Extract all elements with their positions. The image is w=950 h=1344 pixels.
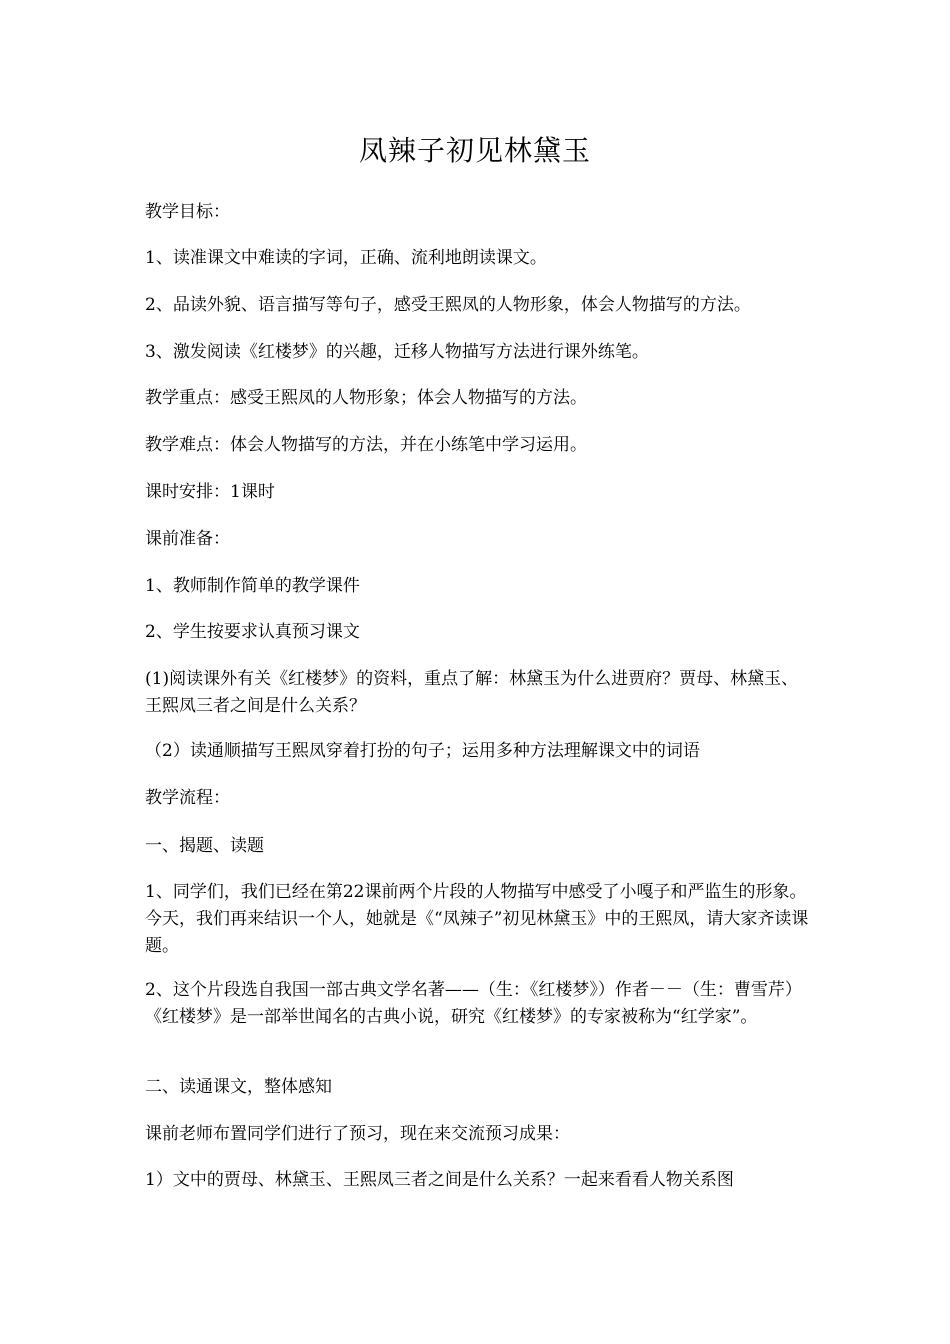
paragraph-prep-2-2: （2）读通顺描写王熙凤穿着打扮的句子；运用多种方法理解课文中的词语: [145, 741, 700, 761]
paragraph-key-points: 教学重点：感受王熙凤的人物形象；体会人物描写的方法。: [145, 388, 587, 408]
paragraph-prep-2-1: (1)阅读课外有关《红楼梦》的资料，重点了解：林黛玉为什么进贾府？贾母、林黛玉、王熙凤三者之间是什么关系？: [145, 669, 799, 716]
paragraph-flow-heading: 教学流程：: [145, 788, 230, 808]
paragraph-section-2-item-1: 1）文中的贾母、林黛玉、王熙凤三者之间是什么关系？一起来看看人物关系图: [145, 1170, 734, 1190]
document-title: 凤辣子初见林黛玉: [358, 134, 591, 167]
paragraph-section-1-item-2: 2、这个片段选自我国一部古典文学名著——（生：《红楼梦》）作者－－（生：曹雪芹）《红楼梦》是一部举世闻名的古典小说，研究《红楼梦》的专家被称为“红学家”。: [145, 980, 802, 1027]
paragraph-section-2-intro: 课前老师布置同学们进行了预习，现在来交流预习成果：: [145, 1124, 570, 1144]
paragraph-difficulties: 教学难点：体会人物描写的方法，并在小练笔中学习运用。: [145, 435, 587, 455]
paragraph-prep-1: 1、教师制作简单的教学课件: [145, 576, 360, 596]
paragraph-schedule: 课时安排：1课时: [145, 482, 275, 502]
paragraph-section-2-heading: 二、读通课文，整体感知: [145, 1077, 332, 1097]
paragraph-goal-2: 2、品读外貌、语言描写等句子，感受王熙凤的人物形象，体会人物描写的方法。: [145, 295, 751, 315]
paragraph-section-1-heading: 一、揭题、读题: [145, 836, 264, 856]
paragraph-teaching-goals-heading: 教学目标：: [145, 202, 230, 222]
paragraph-preparation-heading: 课前准备：: [145, 529, 230, 549]
paragraph-goal-1: 1、读准课文中难读的字词，正确、流利地朗读课文。: [145, 248, 547, 268]
paragraph-section-1-item-1: 1、同学们，我们已经在第22课前两个片段的人物描写中感受了小嘎子和严监生的形象。今天，我们再来结识一个人，她就是《“凤辣子”初见林黛玉》中的王熙凤，请大家齐读课题。: [145, 882, 809, 956]
paragraph-prep-2: 2、学生按要求认真预习课文: [145, 622, 360, 642]
paragraph-goal-3: 3、激发阅读《红楼梦》的兴趣，迁移人物描写方法进行课外练笔。: [145, 342, 649, 362]
